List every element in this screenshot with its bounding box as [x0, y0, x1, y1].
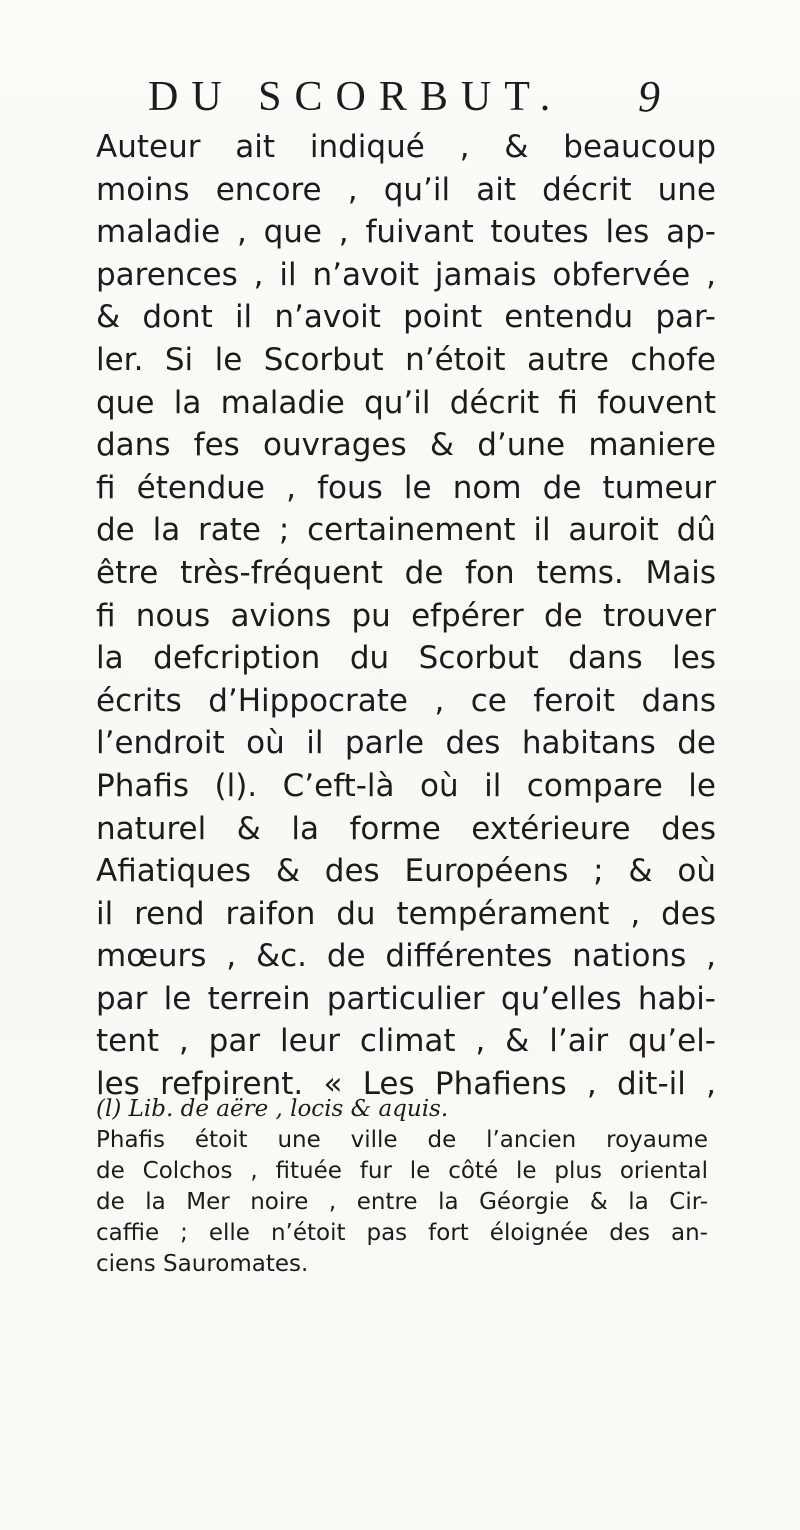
text-line: mœurs , &c. de différentes nations ,: [96, 938, 716, 975]
running-head: [148, 72, 660, 122]
text-line: par le terrein particulier qu’elles habi-: [96, 980, 716, 1017]
footnote-source: Lib. de aëre , locis & aquis.: [128, 1096, 449, 1122]
text-line: naturel & la forme extérieure des: [96, 810, 716, 847]
footnote-line: caffie ; elle n’étoit pas fort éloignée des an-: [96, 1220, 708, 1246]
text-line: Afiatiques & des Européens ; & où: [96, 853, 716, 890]
text-line: moins encore , qu’il ait décrit une: [96, 171, 716, 208]
footnote-line: de Colchos , fituée fur le côté le plus oriental: [96, 1158, 708, 1184]
text-line: les refpirent. « Les Phafiens , dit-il ,: [96, 1066, 716, 1103]
text-line: Auteur ait indiqué , & beaucoup: [96, 129, 716, 165]
text-line: tent , par leur climat , & l’air qu’el-: [96, 1023, 716, 1060]
text-line: écrits d’Hippocrate , ce feroit dans: [96, 682, 716, 719]
text-line: dans fes ouvrages & d’une maniere: [96, 427, 716, 464]
running-title: DU SCORBUT.: [148, 74, 564, 120]
footnote: [96, 1094, 708, 1280]
page-number: 9: [638, 72, 660, 121]
footnote-line: Phafis étoit une ville de l’ancien royaume: [96, 1127, 708, 1153]
text-line: ler. Si le Scorbut n’étoit autre chofe: [96, 341, 716, 378]
text-line: fi étendue , fous le nom de tumeur: [96, 469, 716, 506]
text-line: fi nous avions pu efpérer de trouver: [96, 597, 716, 634]
footnote-line: ciens Sauromates.: [96, 1251, 309, 1277]
text-line: la defcription du Scorbut dans les: [96, 640, 716, 677]
text-line: être très-fréquent de fon tems. Mais: [96, 554, 716, 591]
text-line: & dont il n’avoit point entendu par-: [96, 299, 716, 336]
footnote-line: de la Mer noire , entre la Géorgie & la Cir-: [96, 1189, 708, 1215]
footnote-label: (l): [96, 1096, 122, 1122]
text-line: l’endroit où il parle des habitans de: [96, 725, 716, 762]
text-line: que la maladie qu’il décrit fi fouvent: [96, 384, 716, 421]
body-text: [96, 126, 716, 1106]
text-line: Phafis (l). C’eft-là où il compare le: [96, 767, 716, 804]
text-line: de la rate ; certainement il auroit dû: [96, 512, 716, 549]
footnote-line: [96, 1094, 708, 1125]
text-line: maladie , que , fuivant toutes les ap-: [96, 214, 716, 251]
text-line: il rend raifon du tempérament , des: [96, 895, 716, 932]
text-line: parences , il n’avoit jamais obfervée ,: [96, 256, 716, 293]
